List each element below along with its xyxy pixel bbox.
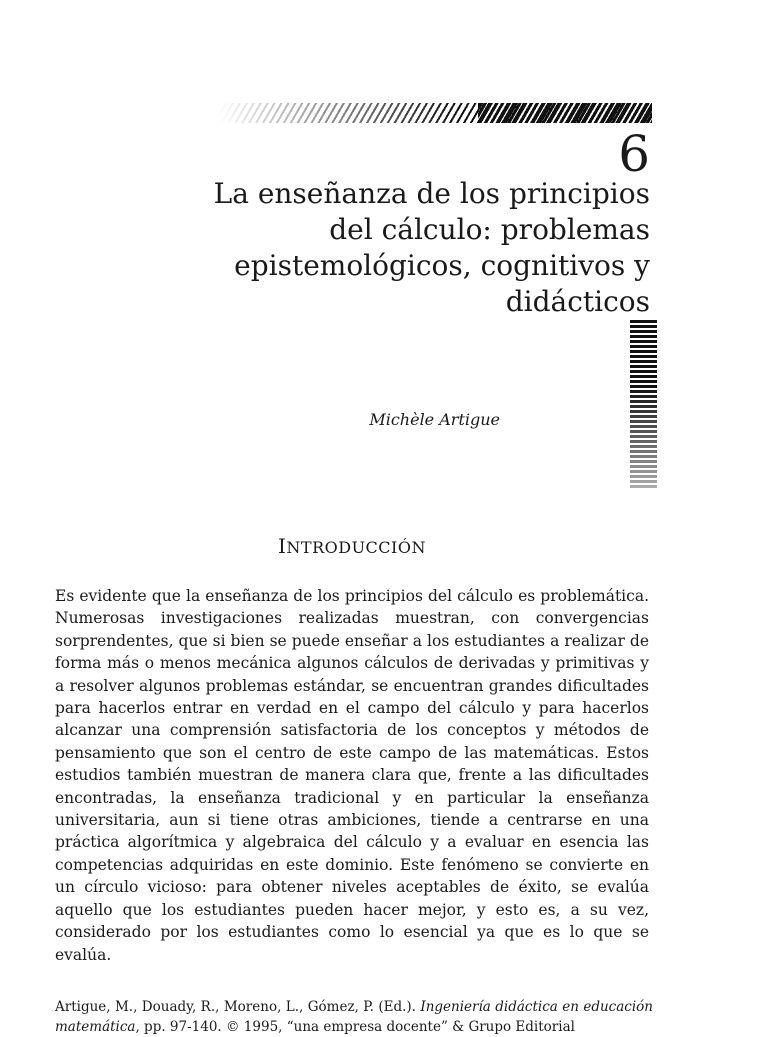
section-heading-initial: I [278, 534, 287, 558]
chapter-title-line: didácticos [505, 285, 650, 318]
section-heading [0, 534, 704, 558]
chapter-title [180, 176, 650, 320]
citation-rest: , pp. 97-140. © 1995, “una empresa docente” & Grupo Editorial [135, 1019, 575, 1035]
decorative-hatch-bar [218, 103, 652, 123]
chapter-title-line: epistemológicos, cognitivos y [234, 249, 650, 282]
citation-footer [55, 997, 653, 1037]
chapter-title-line: La enseñanza de los principios [213, 177, 650, 210]
decorative-stripe-block [630, 320, 657, 488]
body-paragraph: Es evidente que la enseñanza de los principios del cálculo es problemática. Numerosas investigaciones realizadas muestran, con convergencias sorprendentes, que si bien se puede enseñar a los estudiantes a realizar de forma más o menos mecánica algunos cálculos de derivadas y primitivas y a resolver algunos problemas estándar, se encuentran grandes dificultades para hacerlos entrar en verdad en el campo del cálculo y para hacerlos alcanzar una comprensión satisfactoria de los conceptos y métodos de pensamiento que son el centro de este campo de las matemáticas. Estos estudios también muestran de manera clara que, frente a las dificultades encontradas, la enseñanza tradicional y en particular la enseñanza universitaria, aun si tiene otras ambiciones, tiende a centrarse en una práctica algorítmica y algebraica del cálculo y a evaluar en esencia las competencias adquiridas en este dominio. Este fenómeno se convierte en un círculo vicioso: para obtener niveles aceptables de éxito, se evalúa aquello que los estudiantes pueden hacer mejor, y esto es, a su vez, considerado por los estudiantes como lo esencial ya que es lo que se evalúa. [55, 587, 649, 964]
chapter-title-line: del cálculo: problemas [329, 213, 650, 246]
citation-title: Ingeniería didáctica en educación matemática [55, 999, 653, 1035]
author-name: Michèle Artigue [369, 410, 500, 429]
citation-authors: Artigue, M., Douady, R., Moreno, L., Gómez, P. (Ed.). [55, 999, 416, 1015]
chapter-number: 6 [618, 125, 650, 183]
section-heading-rest: NTRODUCCIÓN [286, 538, 426, 557]
